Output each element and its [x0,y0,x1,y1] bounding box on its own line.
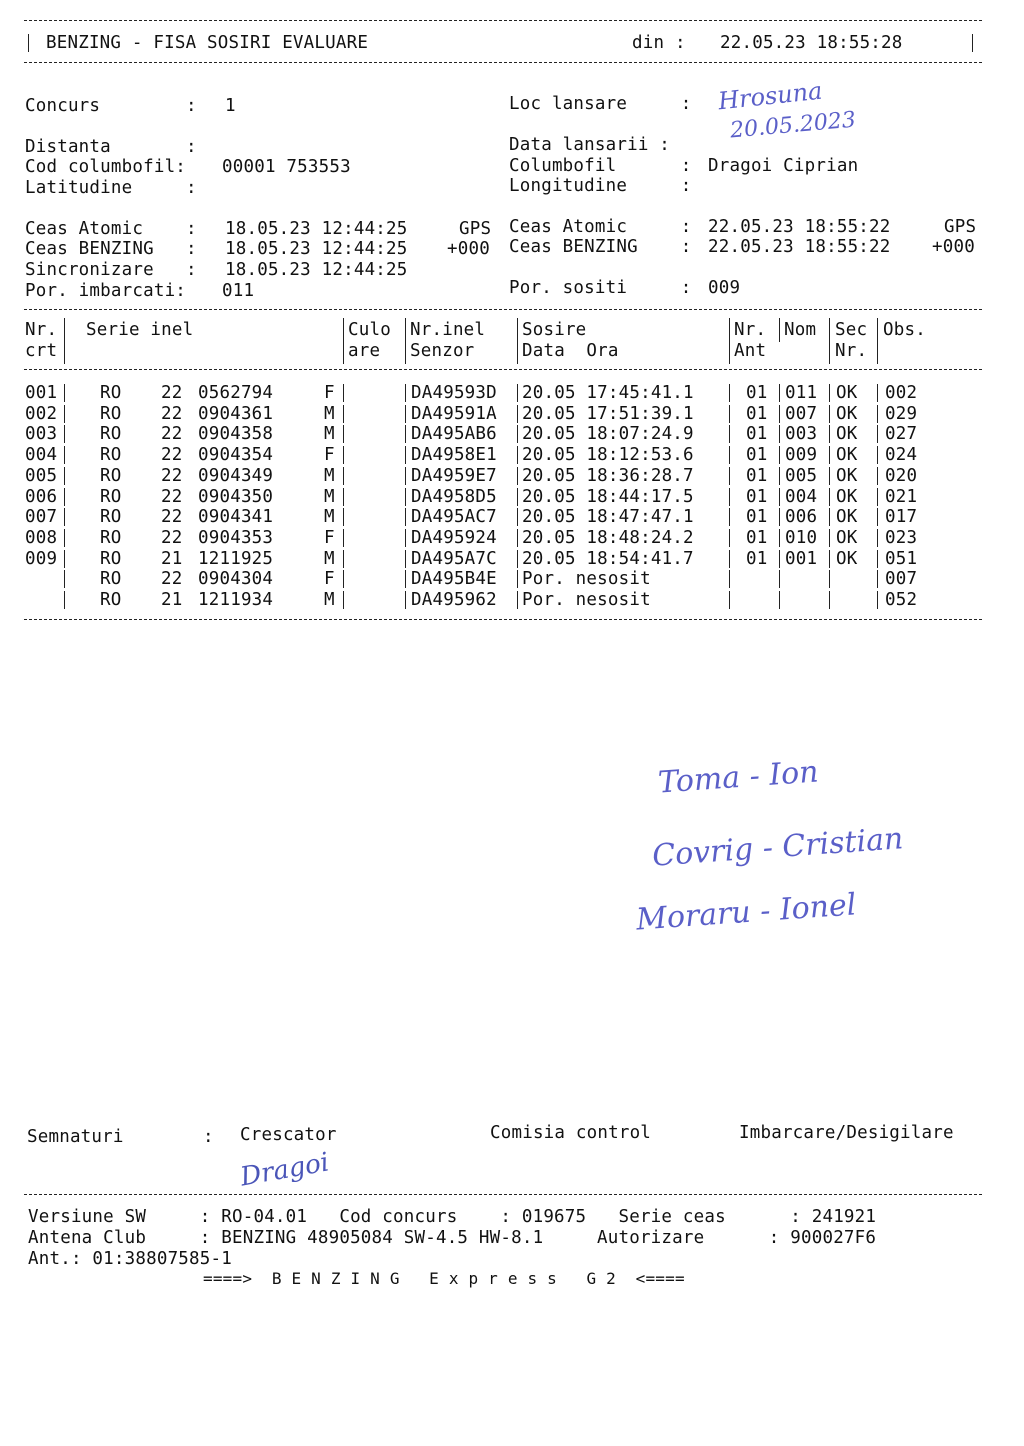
col-obs-header: Obs. [883,320,926,340]
ceas-atomic-start-suffix: GPS [459,219,492,239]
col-nom-header: Nom [784,320,817,340]
por-imbarcati-value: 011 [222,281,255,301]
row-separator [517,550,518,568]
row-separator [829,529,830,547]
row-separator [64,384,65,402]
cell-tara: RO [100,548,122,569]
cell-an: 21 [161,548,183,569]
row-separator [405,488,406,506]
cell-obs: 052 [885,590,918,610]
row-separator [877,446,878,464]
cell-sosire: 20.05 18:12:53.6 [522,445,694,466]
cell-inel: 0904354 [198,445,274,466]
ceas-benzing-start-suffix: +000 [447,239,490,259]
row-separator [405,384,406,402]
por-sositi-value: 009 [708,278,741,298]
row-separator [779,467,780,485]
row-separator [405,425,406,443]
row-separator [829,550,830,568]
cell-obs: 051 [885,548,918,569]
cell-sosire: 20.05 18:48:24.2 [522,527,694,548]
row-separator [343,550,344,568]
cell-senzor: DA49591A [411,403,497,424]
cell-senzor: DA495962 [411,590,497,610]
ceas-benzing-end-value: 22.05.23 18:55:22 [708,237,891,257]
cell-nr: 006 [25,486,58,507]
cell-sosire: 20.05 18:07:24.9 [522,424,694,445]
din-label: din : [632,33,686,53]
row-separator [343,529,344,547]
table-header-rule [24,369,982,370]
cell-senzor: DA4959E7 [411,465,497,486]
row-separator [64,405,65,423]
comisia-label: Comisia control [490,1123,652,1143]
cell-obs: 023 [885,527,918,548]
cell-nom: 009 [785,445,818,466]
ceas-atomic-end-label: Ceas Atomic : [509,217,692,237]
row-separator [829,425,830,443]
cell-nr: 003 [25,424,58,445]
row-separator [729,529,730,547]
row-separator [64,467,65,485]
page-title: BENZING - FISA SOSIRI EVALUARE [46,33,369,53]
row-separator [829,467,830,485]
cell-nom: 003 [785,424,818,445]
row-separator [877,405,878,423]
cell-sec: OK [836,445,858,466]
cell-an: 22 [161,486,183,507]
row-separator [517,425,518,443]
data-lansarii-label: Data lansarii : [509,135,671,155]
semnaturi-colon: : [203,1127,214,1147]
cell-inel: 1211925 [198,548,274,569]
cell-sex: F [324,383,335,403]
row-separator [517,384,518,402]
row-separator [779,425,780,443]
distanta-label: Distanta : [25,137,197,157]
row-separator [779,508,780,526]
cell-nr: 007 [25,507,58,528]
row-separator [343,488,344,506]
footer-line-3: Ant.: 01:38807585-1 [28,1249,232,1269]
din-value: 22.05.23 18:55:28 [720,33,903,53]
cell-senzor: DA495AC7 [411,507,497,528]
cell-sex: M [324,548,335,569]
sincronizare-label: Sincronizare : [25,260,197,280]
cell-an: 22 [161,465,183,486]
row-separator [517,508,518,526]
row-separator [405,529,406,547]
row-separator [779,550,780,568]
row-separator [877,467,878,485]
row-separator [729,384,730,402]
cell-nom: 006 [785,507,818,528]
cell-nr: 001 [25,383,58,403]
col-senzor-header: Senzor [410,341,475,361]
cell-obs: 007 [885,569,918,590]
header-bar [729,318,730,364]
cell-sosire: 20.05 18:54:41.7 [522,548,694,569]
columbofil-label: Columbofil : [509,156,692,176]
handwritten-name-3: Moraru - Ionel [635,887,858,938]
col-are-header: are [348,341,381,361]
row-separator [829,405,830,423]
row-separator [729,405,730,423]
col-culo-header: Culo [348,320,391,340]
ceas-atomic-start-value: 18.05.23 12:44:25 [225,219,408,239]
row-separator [877,591,878,609]
row-separator [64,425,65,443]
longitudine-label: Longitudine : [509,176,692,196]
cell-nom: 004 [785,486,818,507]
row-separator [405,550,406,568]
row-separator [877,425,878,443]
row-separator [779,529,780,547]
cell-sex: M [324,465,335,486]
cell-tara: RO [100,590,122,610]
cell-sex: M [324,590,335,610]
sincronizare-value: 18.05.23 12:44:25 [225,260,408,280]
cell-an: 22 [161,383,183,403]
col-nrinel-header: Nr.inel [410,320,486,340]
cell-an: 22 [161,424,183,445]
row-separator [405,405,406,423]
cell-nom: 010 [785,527,818,548]
handwritten-name-2: Covrig - Cristian [651,821,905,874]
header-bottom-rule [24,62,982,63]
cell-sec: OK [836,527,858,548]
por-sositi-label: Por. sositi : [509,278,692,298]
imbarcare-label: Imbarcare/Desigilare [739,1123,954,1143]
col-crt-header: crt [25,341,58,361]
cell-ant: 01 [746,383,768,403]
cell-tara: RO [100,465,122,486]
cell-sec: OK [836,548,858,569]
cell-tara: RO [100,403,122,424]
cell-sec: OK [836,383,858,403]
header-top-rule [24,20,982,21]
col-nr-header: Nr. [25,320,58,340]
row-separator [517,467,518,485]
row-separator [64,488,65,506]
loc-lansare-label: Loc lansare : [509,94,692,114]
row-separator [829,570,830,588]
row-separator [517,488,518,506]
cell-tara: RO [100,383,122,403]
cell-nr: 009 [25,548,58,569]
handwritten-name-1: Toma - Ion [656,754,820,801]
cell-senzor: DA4958D5 [411,486,497,507]
cell-tara: RO [100,569,122,590]
crescator-label: Crescator [240,1125,337,1145]
row-separator [779,488,780,506]
row-separator [729,591,730,609]
row-separator [405,508,406,526]
row-separator [517,446,518,464]
header-bar [517,318,518,364]
ceas-atomic-end-value: 22.05.23 18:55:22 [708,217,891,237]
table-top-rule [24,309,982,310]
cell-nom: 001 [785,548,818,569]
row-separator [343,570,344,588]
row-separator [779,591,780,609]
row-separator [405,446,406,464]
cell-tara: RO [100,445,122,466]
cell-inel: 0562794 [198,383,274,403]
row-separator [877,488,878,506]
row-separator [877,384,878,402]
header-bar [405,318,406,364]
row-separator [343,467,344,485]
cell-sex: M [324,424,335,445]
cell-sosire: 20.05 18:36:28.7 [522,465,694,486]
row-separator [517,570,518,588]
row-separator [779,446,780,464]
cell-nr: 004 [25,445,58,466]
cell-inel: 0904349 [198,465,274,486]
cell-nom: 011 [785,383,818,403]
row-separator [343,446,344,464]
col-sec-header: Sec [835,320,868,340]
row-separator [729,446,730,464]
data-lansarii-handwritten: 20.05.2023 [729,107,857,144]
cell-an: 21 [161,590,183,610]
cell-ant: 01 [746,507,768,528]
header-bar [877,318,878,364]
cell-nr: 005 [25,465,58,486]
row-separator [877,529,878,547]
row-separator [517,405,518,423]
cell-sex: M [324,403,335,424]
row-separator [64,529,65,547]
row-separator [877,508,878,526]
cell-inel: 1211934 [198,590,274,610]
cell-inel: 0904353 [198,527,274,548]
por-imbarcati-label: Por. imbarcati: [25,281,187,301]
cell-an: 22 [161,403,183,424]
cell-an: 22 [161,445,183,466]
cell-tara: RO [100,507,122,528]
row-separator [517,591,518,609]
row-separator [779,570,780,588]
cell-sosire: 20.05 18:47:47.1 [522,507,694,528]
table-bottom-rule [24,619,982,620]
ceas-benzing-start-label: Ceas BENZING : [25,239,197,259]
cell-senzor: DA4958E1 [411,445,497,466]
cell-tara: RO [100,424,122,445]
row-separator [405,467,406,485]
ceas-benzing-start-value: 18.05.23 12:44:25 [225,239,408,259]
cod-columbofil-value: 00001 753553 [222,157,351,177]
cod-columbofil-label: Cod columbofil: [25,157,187,177]
cell-sec: OK [836,403,858,424]
header-left-bar [28,34,29,52]
cell-sosire: Por. nesosit [522,569,651,590]
ceas-benzing-end-label: Ceas BENZING : [509,237,692,257]
footer-line-2: Antena Club : BENZING 48905084 SW-4.5 HW-8.1 Autorizare : 900027F6 [28,1228,877,1248]
row-separator [729,550,730,568]
cell-obs: 017 [885,507,918,528]
cell-sec: OK [836,465,858,486]
cell-senzor: DA495B4E [411,569,497,590]
header-bar [343,318,344,364]
row-separator [829,446,830,464]
cell-inel: 0904361 [198,403,274,424]
ceas-atomic-start-label: Ceas Atomic : [25,219,197,239]
col-ant-header: Ant [734,341,767,361]
cell-sosire: 20.05 18:44:17.5 [522,486,694,507]
cell-sex: M [324,486,335,507]
cell-ant: 01 [746,486,768,507]
footer-brand: ====> B E N Z I N G E x p r e s s G 2 <==== [203,1269,685,1288]
cell-sex: F [324,445,335,466]
row-separator [343,384,344,402]
cell-an: 22 [161,507,183,528]
row-separator [64,570,65,588]
concurs-label: Concurs : [25,96,197,116]
header-bar [64,318,65,364]
row-separator [829,488,830,506]
row-separator [779,384,780,402]
loc-lansare-handwritten: Hrosuna [716,76,824,116]
cell-ant: 01 [746,527,768,548]
concurs-value: 1 [225,96,236,116]
cell-nr: 002 [25,403,58,424]
row-separator [729,488,730,506]
row-separator [343,405,344,423]
cell-sec: OK [836,507,858,528]
cell-nr: 008 [25,527,58,548]
row-separator [64,591,65,609]
row-separator [829,591,830,609]
semnaturi-label: Semnaturi [27,1127,124,1147]
row-separator [64,446,65,464]
header-bar [829,318,830,364]
cell-ant: 01 [746,548,768,569]
cell-obs: 029 [885,403,918,424]
footer-line-1: Versiune SW : RO-04.01 Cod concurs : 019675 Serie ceas : 241921 [28,1207,877,1227]
cell-nom: 007 [785,403,818,424]
row-separator [829,384,830,402]
row-separator [729,508,730,526]
footer-rule [24,1194,982,1195]
cell-senzor: DA495A7C [411,548,497,569]
crescator-signature: Dragoi [238,1147,332,1193]
col-nrant-header: Nr. [734,320,767,340]
col-secnr-header: Nr. [835,341,868,361]
cell-an: 22 [161,569,183,590]
cell-sex: M [324,507,335,528]
cell-inel: 0904304 [198,569,274,590]
cell-ant: 01 [746,424,768,445]
ceas-benzing-end-suffix: +000 [932,237,975,257]
cell-tara: RO [100,527,122,548]
col-sosire-header: Sosire [522,320,587,340]
cell-ant: 01 [746,403,768,424]
row-separator [729,467,730,485]
cell-an: 22 [161,527,183,548]
row-separator [517,529,518,547]
cell-sosire: 20.05 17:51:39.1 [522,403,694,424]
row-separator [877,570,878,588]
cell-sec: OK [836,424,858,445]
row-separator [343,425,344,443]
cell-tara: RO [100,486,122,507]
cell-obs: 002 [885,383,918,403]
row-separator [405,570,406,588]
cell-senzor: DA49593D [411,383,497,403]
row-separator [64,508,65,526]
cell-sec: OK [836,486,858,507]
row-separator [829,508,830,526]
ceas-atomic-end-suffix: GPS [944,217,977,237]
row-separator [729,425,730,443]
cell-ant: 01 [746,465,768,486]
cell-inel: 0904358 [198,424,274,445]
cell-inel: 0904341 [198,507,274,528]
row-separator [779,405,780,423]
col-serie-header: Serie inel [86,320,194,340]
row-separator [343,508,344,526]
columbofil-value: Dragoi Ciprian [708,156,859,176]
row-separator [405,591,406,609]
cell-obs: 024 [885,445,918,466]
header-right-bar [972,34,973,52]
cell-ant: 01 [746,445,768,466]
cell-inel: 0904350 [198,486,274,507]
cell-obs: 021 [885,486,918,507]
cell-nom: 005 [785,465,818,486]
cell-obs: 027 [885,424,918,445]
cell-senzor: DA495924 [411,527,497,548]
cell-sex: F [324,527,335,548]
cell-sex: F [324,569,335,590]
cell-obs: 020 [885,465,918,486]
row-separator [729,570,730,588]
latitudine-label: Latitudine : [25,178,197,198]
cell-senzor: DA495AB6 [411,424,497,445]
cell-sosire: Por. nesosit [522,590,651,610]
header-bar [779,318,780,342]
cell-sosire: 20.05 17:45:41.1 [522,383,694,403]
row-separator [343,591,344,609]
row-separator [877,550,878,568]
col-dataora-header: Data Ora [522,341,619,361]
row-separator [64,550,65,568]
